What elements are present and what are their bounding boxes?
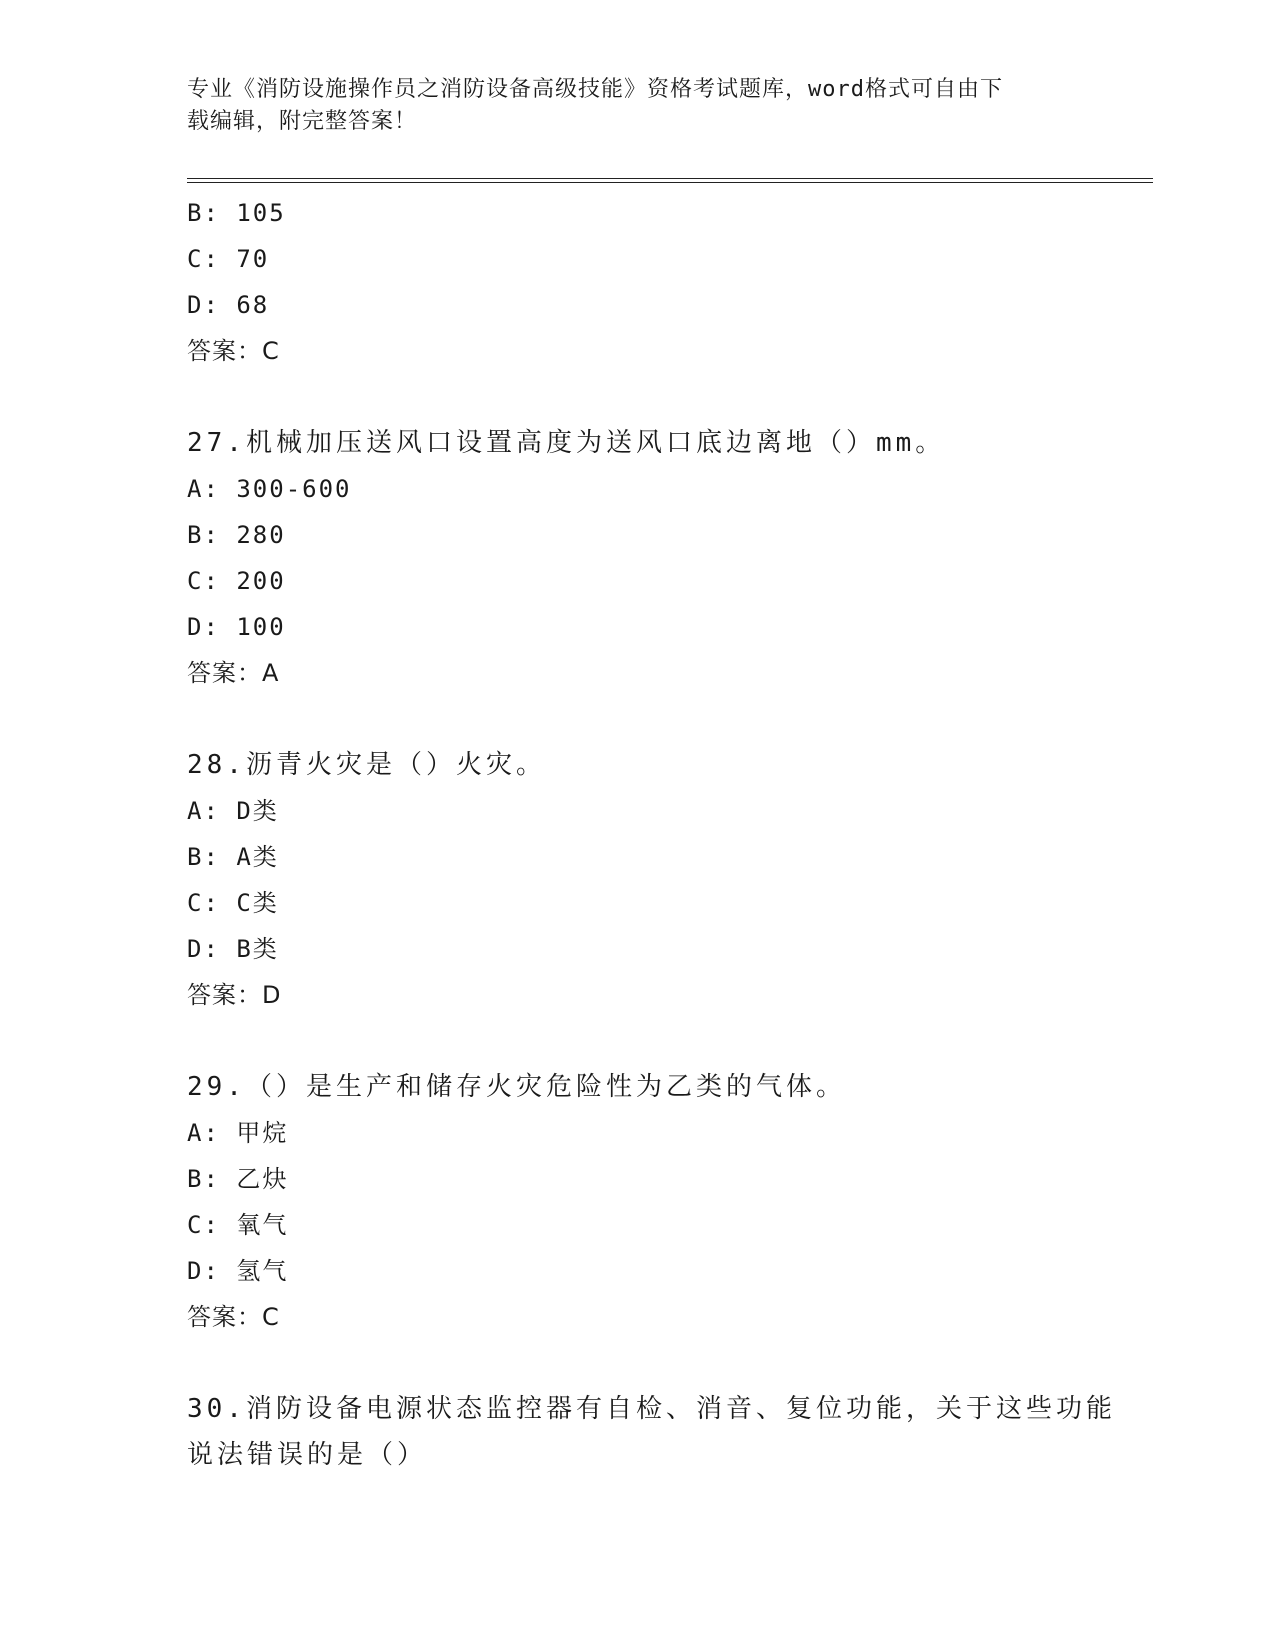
- option-d: D: 100: [187, 613, 286, 641]
- option-d: D: 氢气: [187, 1257, 289, 1285]
- spacer: [187, 696, 1087, 742]
- question-list: [187, 190, 1116, 1478]
- header-rule-bottom: [187, 182, 1153, 183]
- answer-label: 答案：A: [187, 659, 280, 687]
- spacer: [187, 374, 1087, 420]
- option-a: A: 300-600: [187, 475, 352, 503]
- option-b: B: 105: [187, 199, 286, 227]
- answer-label: 答案：C: [187, 1303, 280, 1331]
- option-d: D: 68: [187, 291, 270, 319]
- question-text: 27.机械加压送风口设置高度为送风口底边离地（）mm。: [187, 428, 946, 458]
- option-b: B: 乙炔: [187, 1165, 289, 1193]
- question-29: [187, 1064, 1087, 1340]
- option-c: C: 氧气: [187, 1211, 289, 1239]
- option-a: A: 甲烷: [187, 1119, 289, 1147]
- option-b: B: 280: [187, 521, 286, 549]
- question-text-line-1: 30.消防设备电源状态监控器有自检、消音、复位功能，关于这些功能: [187, 1394, 1116, 1424]
- option-c: C: 70: [187, 245, 270, 273]
- answer-label: 答案：D: [187, 981, 282, 1009]
- question-text: 28.沥青火灾是（）火灾。: [187, 750, 546, 780]
- option-b: B: A类: [187, 843, 279, 871]
- header-rule-top: [187, 178, 1153, 179]
- header-line-2: 载编辑，附完整答案！: [187, 109, 418, 134]
- option-a: A: D类: [187, 797, 279, 825]
- question-27: [187, 420, 1087, 696]
- spacer: [187, 1340, 1087, 1386]
- question-text: 29.（）是生产和储存火灾危险性为乙类的气体。: [187, 1072, 846, 1102]
- answer-label: 答案：C: [187, 337, 280, 365]
- document-header: [187, 74, 1067, 138]
- spacer: [187, 1018, 1087, 1064]
- question-26-continuation: [187, 190, 1087, 374]
- option-d: D: B类: [187, 935, 279, 963]
- option-c: C: 200: [187, 567, 286, 595]
- header-line-1: 专业《消防设施操作员之消防设备高级技能》资格考试题库，word格式可自由下: [187, 77, 1003, 102]
- option-c: C: C类: [187, 889, 279, 917]
- question-28: [187, 742, 1087, 1018]
- question-text-line-2: 说法错误的是（）: [187, 1440, 428, 1470]
- question-30: [187, 1386, 1116, 1478]
